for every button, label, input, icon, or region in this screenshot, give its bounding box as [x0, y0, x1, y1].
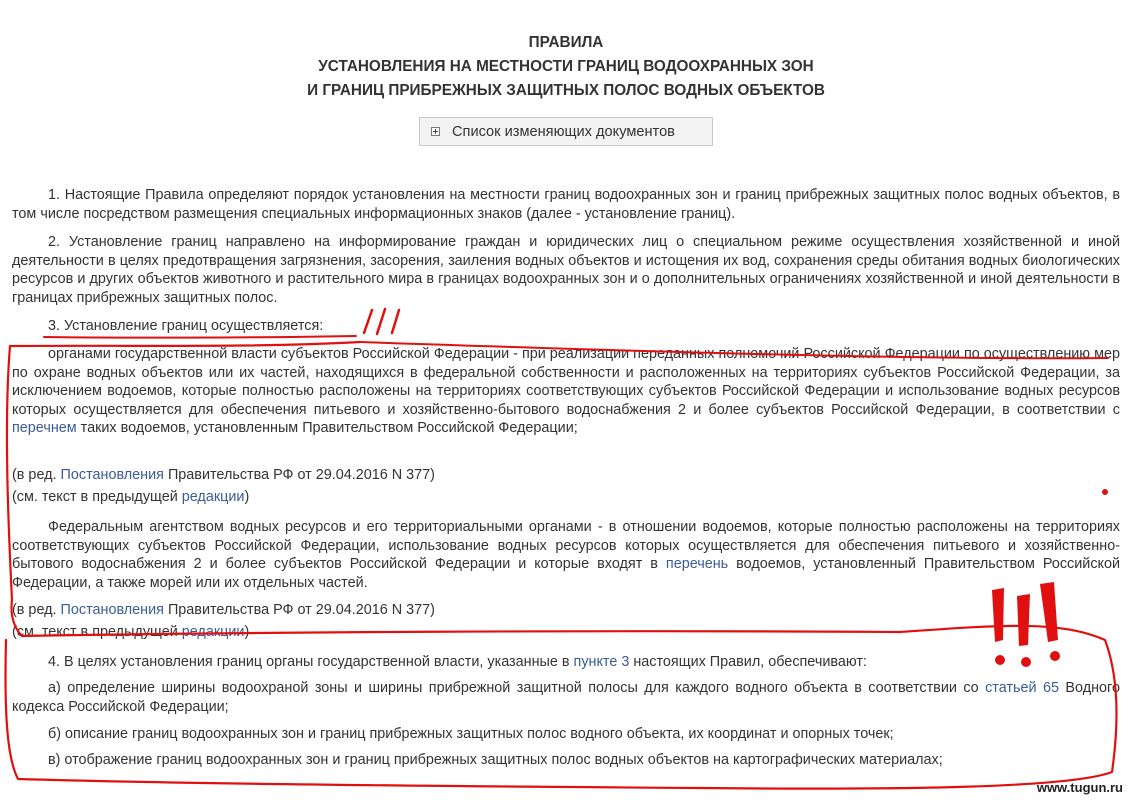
site-watermark: www.tugun.ru	[1036, 780, 1123, 795]
list-link[interactable]: перечнем	[12, 420, 77, 437]
paragraph-3-subitem-2	[12, 518, 1120, 592]
paragraph-4-item-b: б) описание границ водоохранных зон и границ прибрежных защитных полос водного объекта, их координат и опорных точек;	[48, 726, 894, 742]
document-subtitle-line2: И ГРАНИЦ ПРИБРЕЖНЫХ ЗАЩИТНЫХ ПОЛОС ВОДНЫХ ОБЪЕКТОВ	[307, 82, 825, 99]
previous-edition-note	[12, 488, 1120, 507]
paragraph-1: 1. Настоящие Правила определяют порядок установления на местности границ водоохранных зон и границ прибрежных защитных полос водных объектов, в том числе посредством размещения специальных информационных знаков (далее - установление границ).	[12, 187, 1120, 222]
clause-3-link[interactable]: пункте 3	[573, 654, 630, 670]
paragraph-2: 2. Установление границ направлено на информирование граждан и юридических лиц о специальном режиме осуществления хозяйственной и иной деятельности в целях предотвращения загрязнения, засорения, заиления водных объектов и истощения их вод, сохранения среды обитания водных биологических ресурсов и других объектов животного и растительного мира в границах водоохранных зон и о дополнительных ограничениях хозяйственной и иной деятельности в границах прибрежных защитных полос.	[12, 234, 1120, 306]
paragraph-text: органами государственной власти субъектов Российской Федерации - при реализации переданных полномочий Российской Федерации по осуществлению мер по охране водных объектов или их частей, находящихся в федеральной собственности и расположенных на территориях субъектов Российской Федерации, за исключением водоемов, которые полностью расположены на территориях соответствующих субъектов Российской Федерации и использование водных ресурсов которых осуществляется для обеспечения питьевого и хозяйственно-бытового водоснабжения 2 и более субъектов Российской Федерации, в соответствии с	[12, 346, 1120, 418]
resolution-link[interactable]: Постановления	[60, 467, 164, 483]
edition-note-prefix: (в ред.	[12, 467, 61, 483]
edition-note-suffix: Правительства РФ от 29.04.2016 N 377)	[163, 602, 435, 618]
resolution-link[interactable]: Постановления	[60, 602, 164, 618]
paragraph-text: водоемов, установленный Правительством Российской Федерации, а также морей или их отдельных частей.	[12, 556, 1121, 591]
previous-edition-suffix: )	[244, 489, 250, 505]
edition-note	[12, 466, 1120, 485]
edition-note-suffix: Правительства РФ от 29.04.2016 N 377)	[163, 467, 435, 483]
paragraph-3: 3. Установление границ осуществляется:	[48, 318, 324, 334]
underline-annotation	[44, 336, 356, 338]
paragraph-4-item-c: в) отображение границ водоохранных зон и границ прибрежных защитных полос водных объектов на картографических материалах;	[48, 752, 943, 768]
previous-edition-prefix: (см. текст в предыдущей	[12, 624, 182, 640]
list-link[interactable]: перечень	[665, 556, 729, 573]
paragraph-text: таких водоемов, установленным Правительством Российской Федерации;	[76, 420, 578, 437]
edition-link[interactable]: редакции	[181, 489, 245, 505]
plus-box-icon[interactable]	[431, 127, 440, 136]
paragraph-4	[12, 653, 1120, 672]
amending-documents-expander[interactable]	[419, 117, 713, 146]
edition-note	[12, 601, 1120, 620]
paragraph-text: настоящих Правил, обеспечивают:	[629, 654, 867, 670]
previous-edition-note	[12, 623, 1120, 642]
paragraph-text: 4. В целях установления границ органы государственной власти, указанные в	[48, 654, 574, 670]
paragraph-text: а) определение ширины водоохраной зоны и ширины прибрежной защитной полосы для каждого водного объекта в соответствии со	[48, 680, 986, 696]
amending-documents-label: Список изменяющих документов	[452, 123, 675, 140]
edition-note-prefix: (в ред.	[12, 602, 61, 618]
paragraph-4-item-a	[12, 679, 1120, 716]
article-65-link[interactable]: статьей 65	[985, 680, 1059, 696]
paragraph-3-subitem-1	[12, 345, 1120, 438]
paragraph-text: Водного кодекса Российской Федерации;	[12, 680, 1120, 715]
document-subtitle-line1: УСТАНОВЛЕНИЯ НА МЕСТНОСТИ ГРАНИЦ ВОДООХРАННЫХ ЗОН	[318, 58, 814, 75]
previous-edition-suffix: )	[244, 624, 250, 640]
document-title: ПРАВИЛА	[528, 34, 604, 51]
paragraph-text: Федеральным агентством водных ресурсов и его территориальными органами - в отношении водоемов, которые полностью расположены на территориях соответствующих субъектов Российской Федерации, использование водных ресурсов которых осуществляется для обеспечения питьевого и хозяйственно-бытового водоснабжения 2 и более субъектов Российской Федерации и которые входят в	[12, 519, 1120, 573]
edition-link[interactable]: редакции	[181, 624, 245, 640]
previous-edition-prefix: (см. текст в предыдущей	[12, 489, 182, 505]
